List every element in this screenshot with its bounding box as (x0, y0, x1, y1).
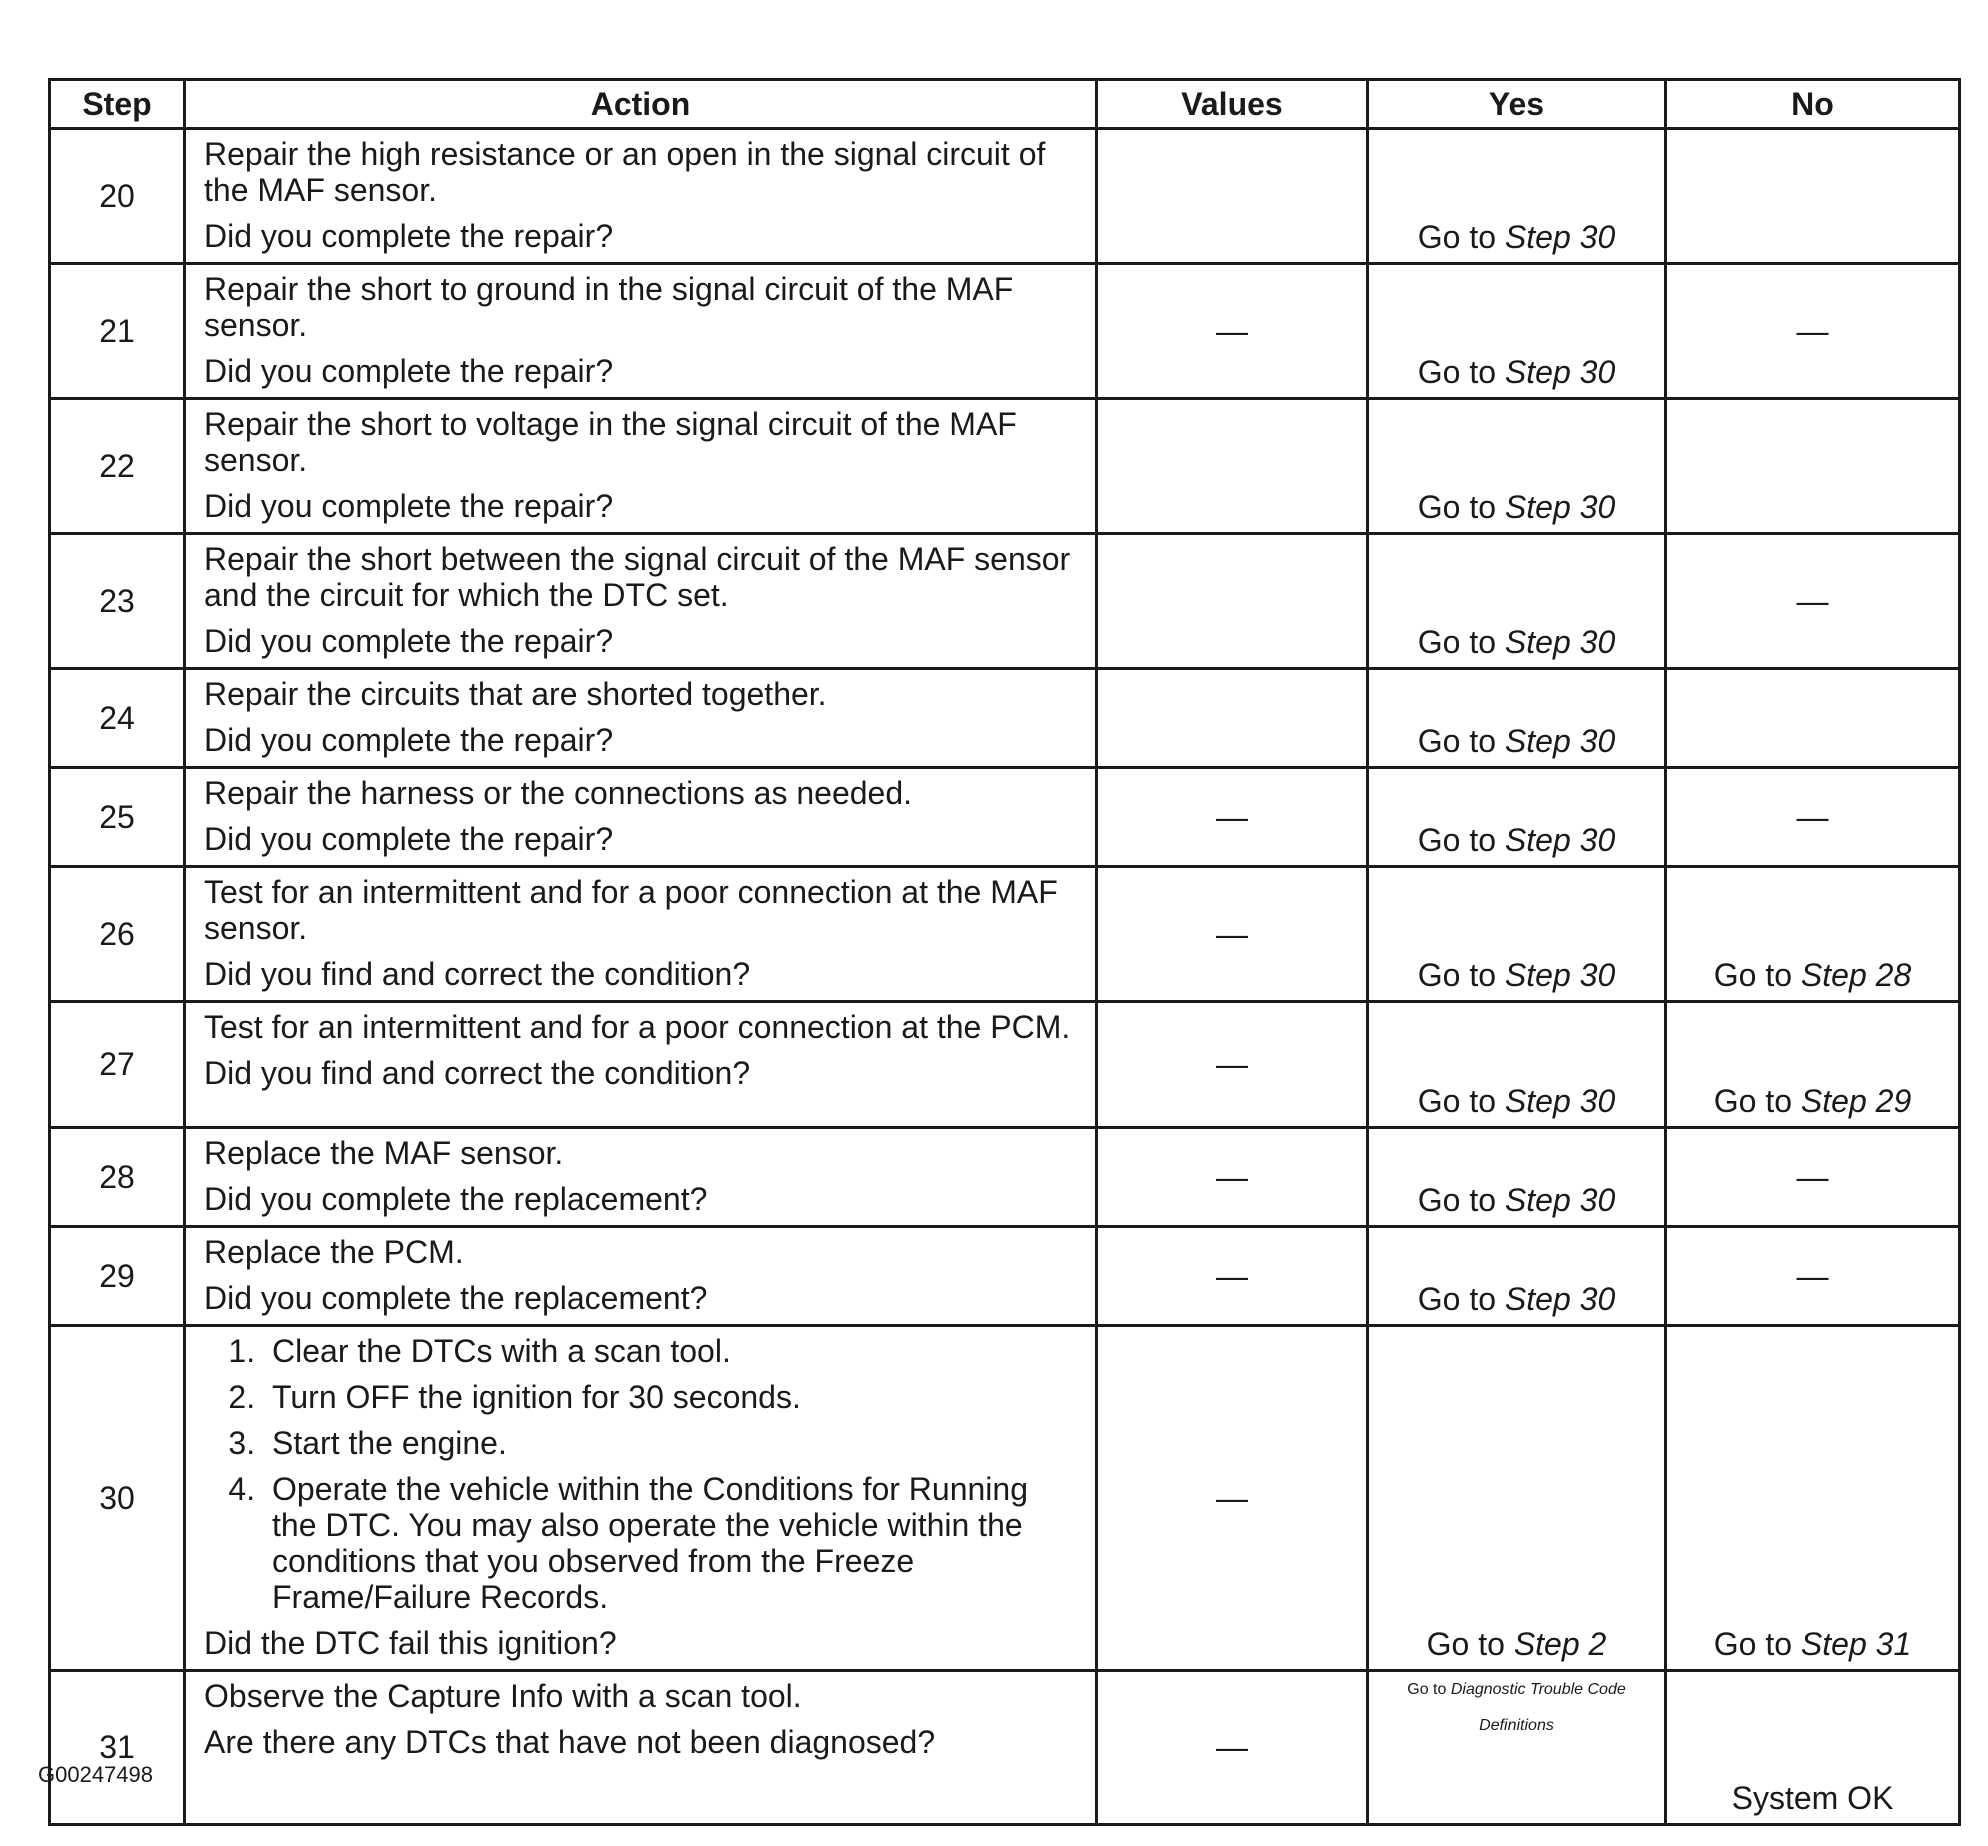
no-cell (1666, 1002, 1960, 1128)
table-row (50, 1002, 1960, 1128)
goto-prefix: Go to (1417, 1281, 1497, 1317)
table-row (50, 399, 1960, 534)
goto-prefix: Go to (1713, 1083, 1793, 1119)
step-number: 31 (50, 1671, 185, 1825)
action-instruction: Repair the short to ground in the signal circuit of the MAF sensor. (204, 271, 1014, 343)
header-no: No (1666, 80, 1960, 129)
table-row (50, 264, 1960, 399)
action-question: Did you complete the replacement? (204, 1280, 708, 1316)
action-cell (185, 264, 1097, 399)
list-item: 3. Start the engine. (264, 1425, 1081, 1461)
goto-prefix: Go to (1417, 624, 1497, 660)
yes-cell (1368, 1326, 1666, 1671)
step-number: 26 (50, 867, 185, 1002)
yes-cell (1368, 1227, 1666, 1326)
yes-target: Step 30 (1504, 354, 1616, 390)
goto-prefix: Go to (1417, 822, 1497, 858)
yes-cell (1368, 399, 1666, 534)
header-values: Values (1097, 80, 1368, 129)
no-cell: — (1666, 534, 1960, 669)
no-cell: — (1666, 264, 1960, 399)
figure-id: G00247498 (38, 1762, 153, 1787)
action-cell (185, 867, 1097, 1002)
list-item: 2. Turn OFF the ignition for 30 seconds. (264, 1379, 1081, 1415)
yes-target: Step 30 (1504, 822, 1616, 858)
no-target: Step 29 (1800, 1083, 1912, 1119)
header-step: Step (50, 80, 185, 129)
action-question: Did you complete the repair? (204, 488, 614, 524)
yes-cell (1368, 534, 1666, 669)
no-cell (1666, 669, 1960, 768)
table-row (50, 669, 1960, 768)
step-number: 24 (50, 669, 185, 768)
action-cell (185, 1326, 1097, 1671)
action-cell (185, 1002, 1097, 1128)
goto-prefix: Go to (1407, 1681, 1447, 1698)
values-cell: — (1097, 1128, 1368, 1227)
yes-cell (1368, 1671, 1666, 1825)
goto-prefix: Go to (1417, 957, 1497, 993)
action-cell (185, 1128, 1097, 1227)
no-cell: — (1666, 768, 1960, 867)
yes-cell (1368, 129, 1666, 264)
action-question: Did you complete the replacement? (204, 1181, 708, 1217)
values-cell: — (1097, 1002, 1368, 1128)
values-cell: — (1097, 1227, 1368, 1326)
step-number: 27 (50, 1002, 185, 1128)
yes-cell (1368, 867, 1666, 1002)
table-row (50, 768, 1960, 867)
no-cell: — (1666, 1227, 1960, 1326)
values-cell: — (1097, 1326, 1368, 1671)
yes-cell (1368, 669, 1666, 768)
action-instruction: Repair the short between the signal circuit of the MAF sensor and the circuit for which the DTC set. (204, 541, 1071, 613)
step-number: 22 (50, 399, 185, 534)
table-row (50, 534, 1960, 669)
action-cell (185, 768, 1097, 867)
header-action: Action (185, 80, 1097, 129)
goto-prefix: Go to (1417, 354, 1497, 390)
goto-prefix: Go to (1417, 723, 1497, 759)
table-row (50, 1227, 1960, 1326)
goto-prefix: Go to (1426, 1626, 1505, 1662)
header-yes: Yes (1368, 80, 1666, 129)
step-number: 30 (50, 1326, 185, 1671)
yes-target: Step 30 (1504, 1083, 1616, 1119)
goto-prefix: Go to (1417, 489, 1497, 525)
table-row (50, 1128, 1960, 1227)
values-cell: — (1097, 768, 1368, 867)
step-number: 29 (50, 1227, 185, 1326)
yes-target: Step 30 (1504, 219, 1616, 255)
yes-target: Step 30 (1504, 489, 1616, 525)
action-question: Did you complete the repair? (204, 623, 614, 659)
action-instruction: Repair the short to voltage in the signal circuit of the MAF sensor. (204, 406, 1017, 478)
yes-cell (1368, 264, 1666, 399)
table-row (50, 129, 1960, 264)
action-question: Did you complete the repair? (204, 722, 614, 758)
step-number: 20 (50, 129, 185, 264)
table-row (50, 1671, 1960, 1825)
diagnostic-table (48, 78, 1961, 1826)
list-item: 1. Clear the DTCs with a scan tool. (264, 1333, 1081, 1369)
action-cell (185, 669, 1097, 768)
yes-target: Step 30 (1504, 957, 1616, 993)
no-cell: System OK (1666, 1671, 1960, 1825)
yes-cell (1368, 1128, 1666, 1227)
no-cell (1666, 129, 1960, 264)
action-question: Did you complete the repair? (204, 218, 614, 254)
yes-target: Diagnostic Trouble Code Definitions (1450, 1681, 1626, 1734)
action-cell (185, 129, 1097, 264)
action-instruction: Replace the PCM. (204, 1234, 464, 1270)
action-question: Did you complete the repair? (204, 353, 614, 389)
action-question: Did you find and correct the condition? (204, 1055, 751, 1091)
yes-cell (1368, 768, 1666, 867)
yes-cell (1368, 1002, 1666, 1128)
action-cell (185, 399, 1097, 534)
action-instruction: Replace the MAF sensor. (204, 1135, 564, 1171)
values-cell (1097, 129, 1368, 264)
no-target: Step 31 (1800, 1626, 1912, 1662)
action-instruction: Observe the Capture Info with a scan tool. (204, 1678, 802, 1714)
step-number: 21 (50, 264, 185, 399)
yes-target: Step 30 (1504, 624, 1616, 660)
action-instruction: Test for an intermittent and for a poor connection at the PCM. (204, 1009, 1071, 1045)
values-cell: — (1097, 264, 1368, 399)
yes-target: Step 2 (1513, 1626, 1607, 1662)
action-instruction: Test for an intermittent and for a poor connection at the MAF sensor. (204, 874, 1058, 946)
table-row (50, 867, 1960, 1002)
list-item: 4. Operate the vehicle within the Conditions for Running the DTC. You may also operate the vehicle within the conditions that you observed from the Freeze Frame/Failure Records. (264, 1471, 1081, 1615)
values-cell: — (1097, 1671, 1368, 1825)
action-question: Are there any DTCs that have not been diagnosed? (204, 1724, 936, 1760)
goto-prefix: Go to (1713, 957, 1793, 993)
action-cell (185, 1671, 1097, 1825)
action-instruction: Repair the high resistance or an open in the signal circuit of the MAF sensor. (204, 136, 1046, 208)
table-row (50, 1326, 1960, 1671)
no-cell (1666, 1326, 1960, 1671)
step-number: 25 (50, 768, 185, 867)
header-row (50, 80, 1960, 129)
no-cell (1666, 399, 1960, 534)
step-number: 28 (50, 1128, 185, 1227)
values-cell: — (1097, 867, 1368, 1002)
action-instruction: Repair the circuits that are shorted together. (204, 676, 827, 712)
action-question: Did the DTC fail this ignition? (204, 1625, 617, 1661)
values-cell (1097, 669, 1368, 768)
action-question: Did you find and correct the condition? (204, 956, 751, 992)
values-cell (1097, 534, 1368, 669)
yes-target: Step 30 (1504, 723, 1616, 759)
goto-prefix: Go to (1713, 1626, 1793, 1662)
goto-prefix: Go to (1417, 219, 1497, 255)
action-instruction: Repair the harness or the connections as needed. (204, 775, 913, 811)
step-number: 23 (50, 534, 185, 669)
action-question: Did you complete the repair? (204, 821, 614, 857)
goto-prefix: Go to (1417, 1182, 1497, 1218)
yes-target: Step 30 (1504, 1182, 1616, 1218)
action-cell (185, 1227, 1097, 1326)
no-target: Step 28 (1800, 957, 1912, 993)
action-cell (185, 534, 1097, 669)
goto-prefix: Go to (1417, 1083, 1497, 1119)
yes-target: Step 30 (1504, 1281, 1616, 1317)
no-cell (1666, 867, 1960, 1002)
procedure-list (204, 1333, 1081, 1615)
values-cell (1097, 399, 1368, 534)
no-cell: — (1666, 1128, 1960, 1227)
